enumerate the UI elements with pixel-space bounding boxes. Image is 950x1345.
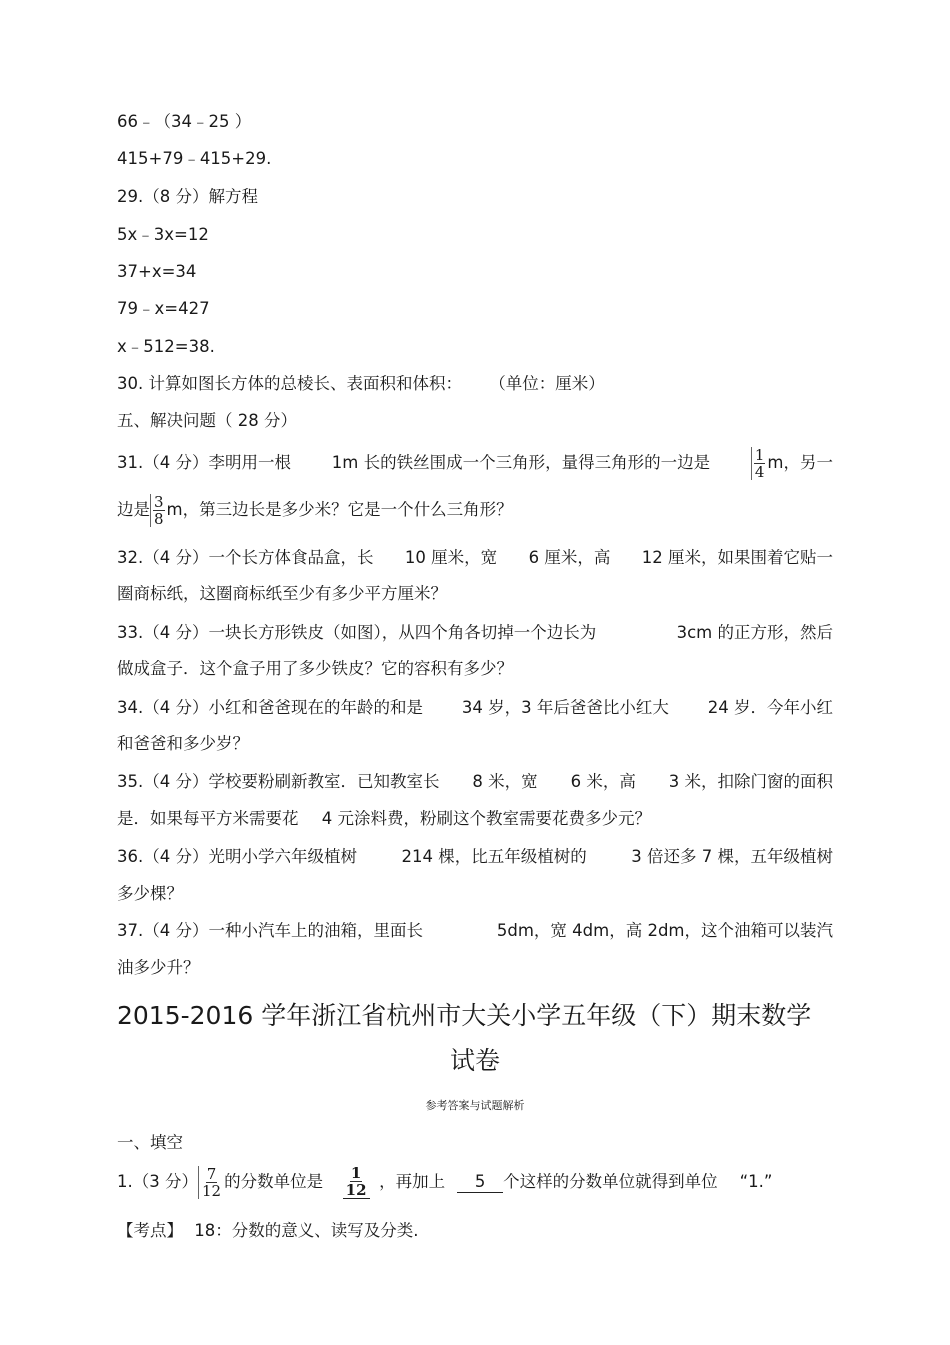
section-5-heading: 五、解决问题（ 28 分） [117,411,297,430]
question-34-line-1 [117,697,833,719]
q35-line2-part-2: 4 元涂料费，粉刷这个教室需要花费多少元？ [321,809,651,828]
question-30 [117,373,605,395]
question-34-line-2: 和爸爸和多少岁？ [117,734,249,753]
answer-title-line-1: 2015-2016 学年浙江省杭州市大关小学五年级（下）期末数学 [117,1001,812,1030]
calc-expression-1: 66﹣（34﹣25 ） [117,112,252,131]
q31-wire: 1m 长的铁丝围成一个三角形，量得三角形的一边是 [331,453,711,472]
q33-part-1: 33.（4 分）一块长方形铁皮（如图），从四个角各切掉一个边长为 [117,623,597,642]
question-35-line-1 [117,771,833,793]
q34-part-3: 24 岁．今年小红 [707,698,833,717]
q36-part-1: 36.（4 分）光明小学六年级植树 [117,847,357,866]
q31-line2-end: m，第三边长是多少米？它是一个什么三角形？ [166,500,513,519]
aq1-mid2: ，再加上 [379,1172,446,1191]
q34-part-1: 34.（4 分）小红和爸爸现在的年龄的和是 [117,698,423,717]
q37-part-1: 37.（4 分）一种小汽车上的油箱，里面长 [117,921,423,940]
q36-part-3: 3 倍还多 7 棵，五年级植树 [631,847,833,866]
q32-part-1: 32.（4 分）一个长方体食品盒，长 [117,548,374,567]
q35-part-3: 6 米，高 [570,772,636,791]
q35-line2-part-1: 是．如果每平方米需要花 [117,809,299,828]
q32-part-2: 10 厘米，宽 [404,548,498,567]
aq1-count-blank: 5 [457,1172,503,1193]
kaodian-label: 【考点】 [117,1221,183,1240]
question-37-line-2: 油多少升？ [117,958,200,977]
question-32-line-2: 圈商标纸，这圈商标纸至少有多少平方厘米？ [117,584,447,603]
q34-part-2: 34 岁，3 年后爸爸比小红大 [461,698,669,717]
q31-end: m，另一 [767,453,833,472]
q35-part-2: 8 米，宽 [472,772,538,791]
question-32-line-1 [117,547,833,569]
aq1-start: 1.（3 分） [117,1172,198,1191]
fraction-seven-twelfths: $\frac{7}{12}$ [198,1166,224,1199]
q33-part-2: 3cm 的正方形，然后 [676,623,833,642]
q32-part-4: 12 厘米，如果围着它贴一 [641,548,833,567]
q31-line2-start: 边是 [117,500,150,519]
question-36-line-1 [117,846,833,868]
question-31-line-1 [117,447,833,479]
question-30-unit: （单位：厘米） [489,374,605,393]
q31-start: 31.（4 分）李明用一根 [117,453,291,472]
kaodian-line [117,1220,419,1242]
aq1-mid: 的分数单位是 [224,1172,324,1191]
calc-expression-2: 415+79﹣415+29. [117,149,272,168]
answer-subtitle: 参考答案与试题解析 [425,1099,525,1112]
question-31-line-2 [117,493,513,527]
fraction-one-quarter: $\frac{1}{4}$ [751,447,768,480]
fraction-one-twelfth: $\frac{1}{12}$ [343,1165,370,1199]
question-30-text: 30. 计算如图长方体的总棱长、表面积和体积： [117,374,462,393]
q35-part-4: 3 米，扣除门窗的面积 [668,772,833,791]
question-29-heading: 29.（8 分）解方程 [117,187,258,206]
question-35-line-2 [117,808,651,830]
answer-section-1-heading: 一、填空 [117,1133,183,1152]
equation-4: x﹣512=38. [117,337,215,356]
equation-2: 37+x=34 [117,262,197,281]
aq1-answer-blank [333,1165,379,1199]
question-33-line-1 [117,622,833,644]
equation-1: 5x﹣3x=12 [117,225,209,244]
aq1-end: 个这样的分数单位就得到单位 [503,1172,718,1191]
q36-part-2: 214 棵，比五年级植树的 [401,847,587,866]
q37-part-2: 5dm，宽 4dm，高 2dm，这个油箱可以装汽 [496,921,833,940]
answer-title-line-2: 试卷 [449,1046,500,1075]
aq1-quote: “1.” [739,1172,773,1191]
answer-question-1 [117,1159,833,1205]
question-37-line-1 [117,920,833,942]
equation-3: 79﹣x=427 [117,299,210,318]
q35-part-1: 35.（4 分）学校要粉刷新教室．已知教室长 [117,772,440,791]
question-33-line-2: 做成盒子．这个盒子用了多少铁皮？它的容积有多少？ [117,659,513,678]
kaodian-text: 18：分数的意义、读写及分类. [194,1221,419,1240]
q32-part-3: 6 厘米，高 [528,548,611,567]
question-36-line-2: 多少棵？ [117,884,183,903]
fraction-three-eighths: $\frac{3}{8}$ [150,494,167,527]
